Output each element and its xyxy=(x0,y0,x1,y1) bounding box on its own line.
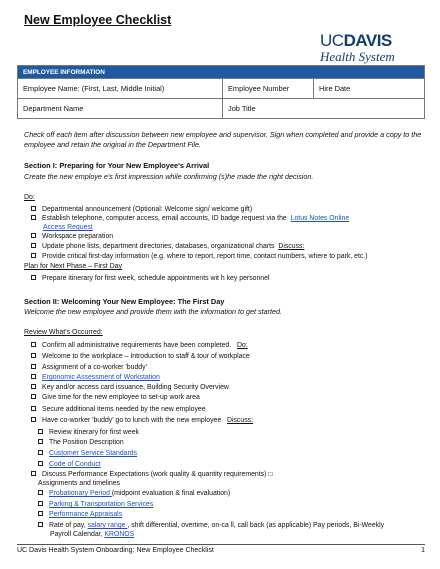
checkbox[interactable] xyxy=(31,243,36,248)
checkbox[interactable] xyxy=(31,215,36,220)
checkbox[interactable] xyxy=(38,450,43,455)
discuss-item: Discuss Performance Expectations (work quality & quantity requirements) □ xyxy=(31,470,273,479)
checkbox[interactable] xyxy=(38,501,43,506)
section-2-subtitle: Welcome the new employee and provide them with the information to get started. xyxy=(24,307,282,316)
page-number: 1 xyxy=(421,547,425,554)
checkbox[interactable] xyxy=(38,511,43,516)
instructions: Check off each item after discussion between new employee and supervisor. Sign when completed and provide a copy to the employee and retain the original in the Department File. xyxy=(24,130,422,149)
list-item: Key and/or access card issuance, Building Security Overview xyxy=(31,383,229,392)
checkbox[interactable] xyxy=(31,253,36,258)
discuss-item xyxy=(38,510,122,519)
review-label: Review What's Occurred: xyxy=(24,329,103,336)
logo-davis: DAVIS xyxy=(343,31,392,50)
do-label: Do: xyxy=(24,194,35,201)
list-item: Workspace preparation xyxy=(31,232,113,241)
department-name-field[interactable]: Department Name xyxy=(18,99,223,119)
list-item: Secure additional items needed by the new employee xyxy=(31,405,206,414)
checkbox[interactable] xyxy=(31,275,36,280)
list-item: Give time for the new employee to set-up work area xyxy=(31,393,200,402)
employee-number-field[interactable]: Employee Number xyxy=(223,79,314,99)
checkbox[interactable] xyxy=(38,522,43,527)
discuss-item-continuation: Payroll Calendar, KRONOS xyxy=(50,531,135,538)
checkbox[interactable] xyxy=(31,206,36,211)
footer-text: UC Davis Health System Onboarding: New Employee Checklist xyxy=(17,547,214,554)
ergonomic-assessment-link[interactable]: Ergonomic Assessment of Workstation xyxy=(42,374,160,381)
kronos-link[interactable]: KRONOS xyxy=(104,531,135,538)
employee-information-table xyxy=(17,65,425,119)
list-item: Provide critical first-day information (e.g. where to report, report time, contact numbers, where to park, etc.) xyxy=(31,252,368,261)
job-title-field[interactable]: Job Title xyxy=(223,99,425,119)
hire-date-field[interactable]: Hire Date xyxy=(314,79,425,99)
list-item: Confirm all administrative requirements have been completed. Do: xyxy=(31,341,248,350)
table-header: EMPLOYEE INFORMATION xyxy=(18,66,425,79)
checkbox[interactable] xyxy=(31,417,36,422)
section-1-subtitle: Create the new employe e's first impression while confirming (s)he made the right decision. xyxy=(24,172,314,181)
list-item: Update phone lists, department directories, databases, organizational charts Discuss: xyxy=(31,242,304,251)
list-item: Have co-worker 'buddy' go to lunch with the new employee Discuss: xyxy=(31,416,253,425)
access-request-link[interactable]: Access Request xyxy=(43,224,93,231)
list-item: Welcome to the workplace – Introduction to staff & tour of workplace xyxy=(31,352,250,361)
uc-davis-health-system-logo xyxy=(320,32,395,64)
checkbox[interactable] xyxy=(31,374,36,379)
plan-next-phase-label: Plan for Next Phase – First Day xyxy=(24,263,123,270)
checkbox[interactable] xyxy=(31,406,36,411)
list-item: Assignment of a co-worker 'buddy' xyxy=(31,363,147,372)
list-item: Establish telephone, computer access, email accounts, ID badge request via the Lotus Notes Online xyxy=(31,214,349,223)
list-item: Prepare itinerary for first week, schedule appointments wit h key personnel xyxy=(31,274,270,283)
salary-range-link[interactable]: salary range xyxy=(87,522,128,529)
logo-uc: UC xyxy=(320,31,344,50)
discuss-item xyxy=(38,460,101,469)
checkbox[interactable] xyxy=(31,384,36,389)
discuss-item: Probationary Period (midpoint evaluation & final evaluation) xyxy=(38,489,230,498)
checkbox[interactable] xyxy=(31,471,36,476)
list-item xyxy=(31,373,160,382)
customer-service-standards-link[interactable]: Customer Service Standards xyxy=(49,450,138,457)
probationary-period-link[interactable]: Probationary Period xyxy=(49,490,112,497)
checkbox[interactable] xyxy=(31,342,36,347)
checkbox[interactable] xyxy=(31,353,36,358)
checkbox[interactable] xyxy=(38,439,43,444)
section-1-heading: Section I: Preparing for Your New Employee's Arrival xyxy=(24,161,210,170)
page-title: New Employee Checklist xyxy=(24,13,172,27)
section-2-heading: Section II: Welcoming Your New Employee: The First Day xyxy=(24,297,225,306)
checkbox[interactable] xyxy=(31,233,36,238)
discuss-item xyxy=(38,500,153,509)
discuss-item: Review itinerary for first week xyxy=(38,428,139,437)
parking-transportation-link[interactable]: Parking & Transportation Services xyxy=(49,501,154,508)
employee-name-field[interactable]: Employee Name: (First, Last, Middle Initial) xyxy=(18,79,223,99)
discuss-item-continuation: Assignments and timelines xyxy=(38,480,120,487)
discuss-item xyxy=(38,449,137,458)
checkbox[interactable] xyxy=(31,364,36,369)
list-item: Departmental announcement (Optional: Welcome sign/ welcome gift) xyxy=(31,205,252,214)
page-footer xyxy=(17,544,425,554)
logo-health-system: Health System xyxy=(320,49,395,64)
performance-appraisals-link[interactable]: Performance Appraisals xyxy=(49,511,123,518)
code-of-conduct-link[interactable]: Code of Conduct xyxy=(49,461,101,468)
checkbox[interactable] xyxy=(38,490,43,495)
lotus-notes-link[interactable]: Lotus Notes Online xyxy=(290,215,350,222)
checkbox[interactable] xyxy=(38,461,43,466)
discuss-item: The Position Description xyxy=(38,438,124,447)
discuss-item: Rate of pay, salary range , shift differential, overtime, on-ca ll, call back (as applicable) Pay periods, Bi-Weekly xyxy=(38,521,384,530)
list-item-continuation xyxy=(43,223,93,232)
checkbox[interactable] xyxy=(38,429,43,434)
checkbox[interactable] xyxy=(31,394,36,399)
